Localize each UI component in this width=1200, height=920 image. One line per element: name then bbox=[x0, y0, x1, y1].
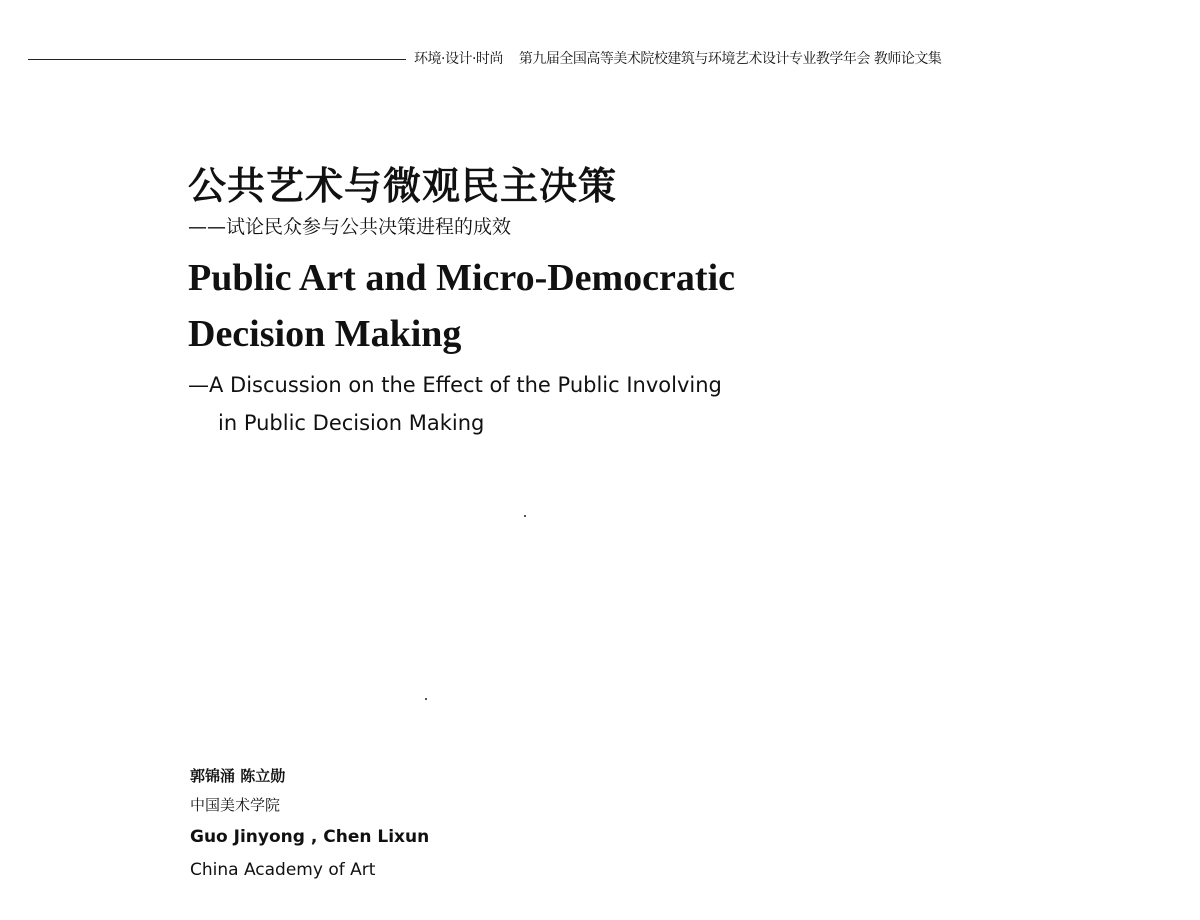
subtitle-cn: ——试论民众参与公共决策进程的成效 bbox=[188, 216, 512, 238]
header-collection: 第九届全国高等美术院校建筑与环境艺术设计专业教学年会 教师论文集 bbox=[518, 51, 942, 67]
subtitle-en-line2: in Public Decision Making bbox=[218, 411, 485, 435]
scan-speck bbox=[425, 698, 427, 700]
header-rule bbox=[28, 59, 406, 60]
title-en bbox=[188, 250, 1008, 362]
subtitle-en-line1: —A Discussion on the Effect of the Public Involving bbox=[188, 373, 722, 397]
affiliation-en: China Academy of Art bbox=[190, 860, 376, 880]
title-en-line2: Decision Making bbox=[188, 313, 462, 355]
header-text bbox=[414, 48, 941, 68]
authors-cn: 郭锦涌 陈立勋 bbox=[190, 767, 286, 785]
title-block bbox=[188, 160, 1008, 442]
title-cn: 公共艺术与微观民主决策 bbox=[188, 163, 618, 208]
running-header bbox=[28, 44, 1058, 72]
author-block bbox=[190, 762, 690, 886]
affiliation-cn: 中国美术学院 bbox=[190, 796, 281, 814]
scan-speck bbox=[524, 515, 526, 517]
title-en-line1: Public Art and Micro-Democratic bbox=[188, 257, 735, 299]
subtitle-en bbox=[188, 366, 1008, 442]
authors-en: Guo Jinyong , Chen Lixun bbox=[190, 827, 430, 847]
header-section: 环境·设计·时尚 bbox=[414, 51, 503, 67]
